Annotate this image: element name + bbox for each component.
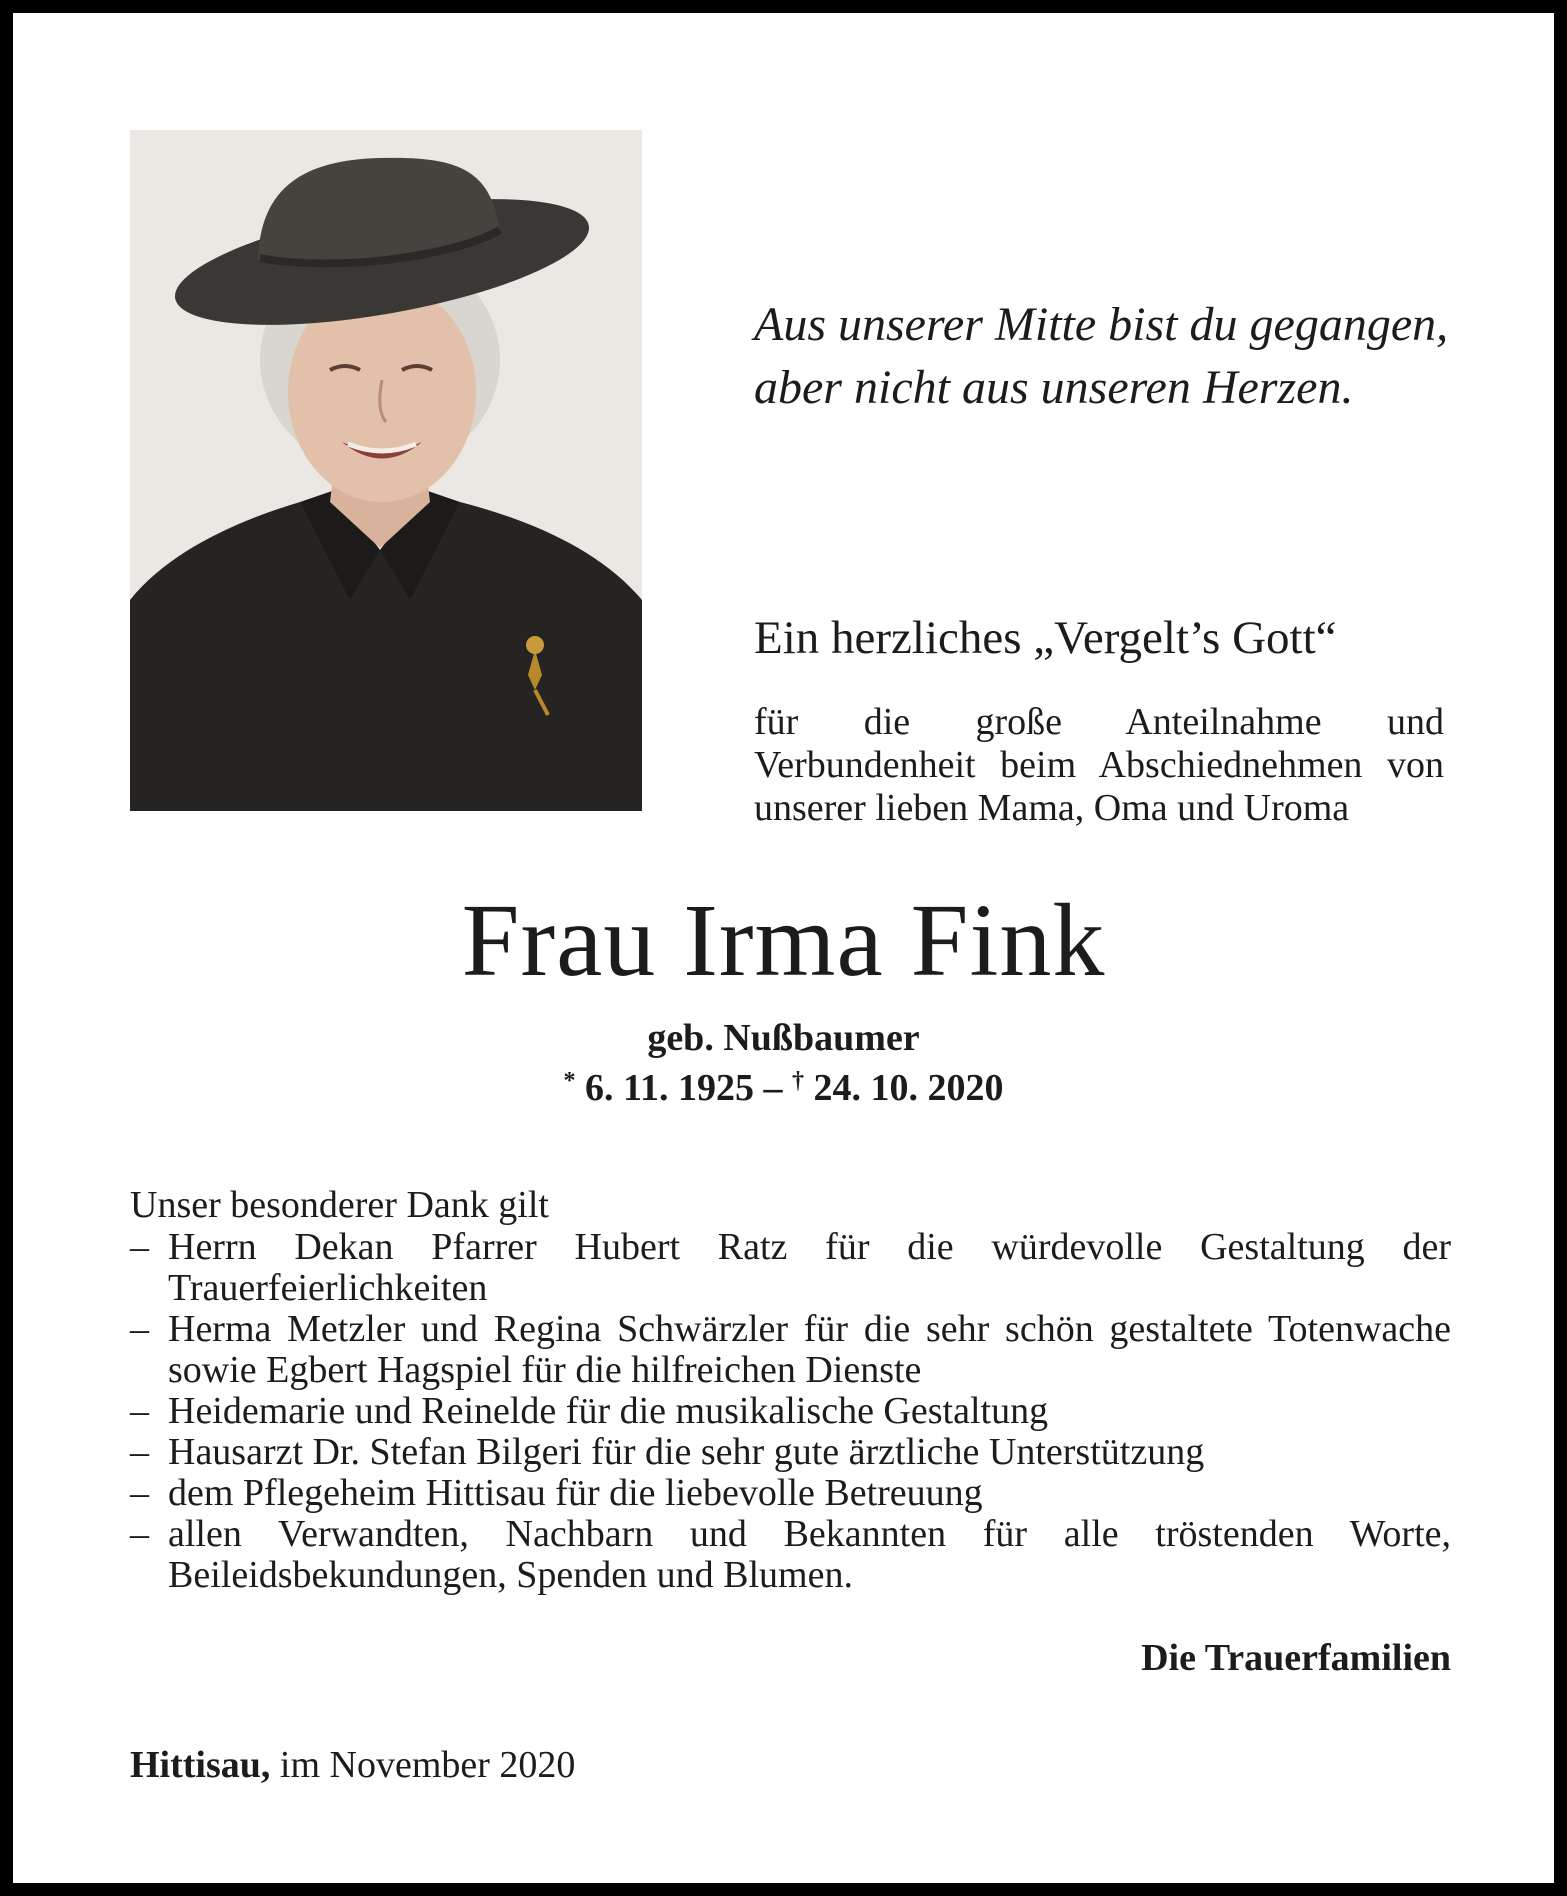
death-symbol: † <box>791 1068 804 1094</box>
list-item-text: dem Pflegeheim Hittisau für die liebevolle Betreuung <box>168 1472 983 1514</box>
portrait-photo <box>130 130 642 811</box>
dash-bullet: – <box>130 1390 149 1432</box>
memorial-quote <box>754 293 1474 419</box>
list-item <box>130 1473 1451 1514</box>
list-item-text: Herma Metzler und Regina Schwärzler für die sehr schön gestaltete Totenwache sowie Egbert Hagspiel für die hilfreichen Dienste <box>168 1308 1451 1391</box>
deceased-name: Frau Irma Fink <box>461 883 1106 998</box>
thanks-heading: Ein herzliches „Vergelt’s Gott“ <box>754 612 1337 664</box>
list-item <box>130 1514 1451 1596</box>
acknowledgements-intro: Unser besonderer Dank gilt <box>130 1184 549 1226</box>
place: Hittisau, <box>130 1744 271 1786</box>
dash-bullet: – <box>130 1226 149 1268</box>
date: im November 2020 <box>279 1744 576 1786</box>
dash-bullet: – <box>130 1513 149 1555</box>
dash-bullet: – <box>130 1308 149 1350</box>
list-item-text: allen Verwandten, Nachbarn und Bekannten für alle tröstenden Worte, Beileidsbekundungen, Spenden und Blumen. <box>168 1513 1451 1596</box>
list-item-text: Heidemarie und Reinelde für die musikalische Gestaltung <box>168 1390 1049 1432</box>
family-signature: Die Trauerfamilien <box>1141 1637 1451 1679</box>
birth-symbol: * <box>563 1068 576 1094</box>
list-item <box>130 1309 1451 1391</box>
list-item <box>130 1432 1451 1473</box>
date-separator: – <box>763 1067 783 1109</box>
list-item <box>130 1227 1451 1309</box>
list-item-text: Hausarzt Dr. Stefan Bilgeri für die sehr gute ärztliche Unterstützung <box>168 1431 1205 1473</box>
birth-date: 6. 11. 1925 <box>585 1067 754 1109</box>
quote-line-2: aber nicht aus unseren Herzen. <box>754 361 1354 414</box>
place-date-line <box>130 1743 1030 1787</box>
dash-bullet: – <box>130 1431 149 1473</box>
maiden-name: geb. Nußbaumer <box>647 1017 920 1059</box>
thanks-text: für die große Anteilnahme und Verbundenheit beim Abschiednehmen von unserer lieben Mama, Oma und Uroma <box>754 701 1444 829</box>
quote-line-1: Aus unserer Mitte bist du gegangen, <box>754 298 1449 351</box>
portrait-illustration <box>130 130 642 811</box>
life-dates <box>13 1059 1554 1110</box>
death-date: 24. 10. 2020 <box>813 1067 1004 1109</box>
list-item <box>130 1391 1451 1432</box>
acknowledgements-list <box>130 1227 1451 1596</box>
list-item-text: Herrn Dekan Pfarrer Hubert Ratz für die würdevolle Gestaltung der Trauerfeierlichkeiten <box>168 1226 1451 1309</box>
dash-bullet: – <box>130 1472 149 1514</box>
